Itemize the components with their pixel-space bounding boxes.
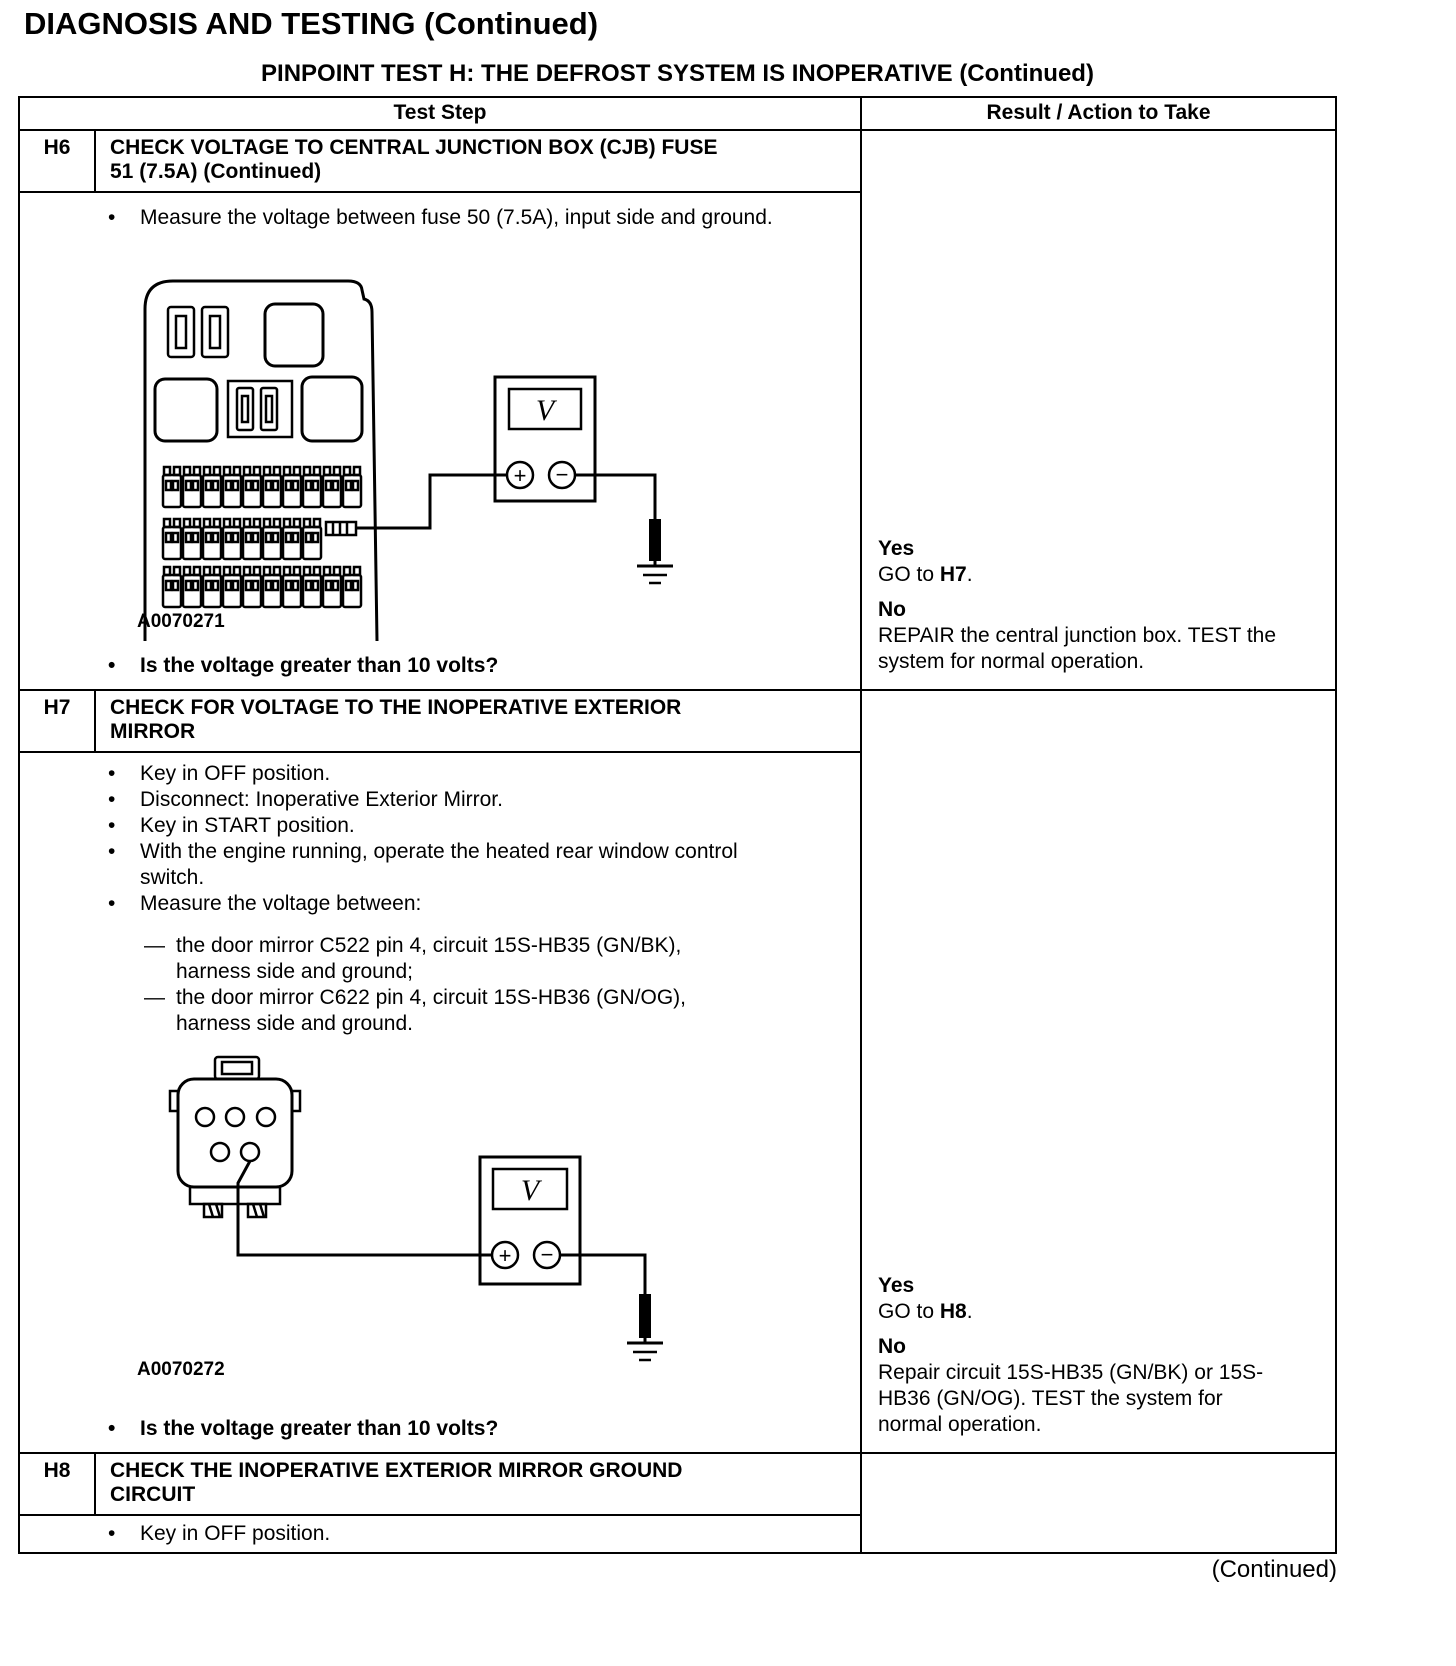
result-cell-h7: [862, 691, 1335, 1452]
instruction-bullet: • Key in START position.: [108, 814, 355, 837]
instruction-bullet: • Key in OFF position.: [108, 1522, 331, 1545]
instruction-bullet: • With the engine running, operate the heated rear window control switch.: [108, 840, 738, 889]
voltmeter-v-label: V: [520, 1174, 540, 1207]
figure-label: A0070271: [137, 611, 225, 632]
dash-glyph: —: [144, 934, 165, 957]
instruction-bullet: • Measure the voltage between:: [108, 892, 422, 915]
yes-label: Yes: [878, 1274, 915, 1297]
column-header-result: Result / Action to Take: [986, 101, 1211, 124]
section-subtitle: PINPOINT TEST H: THE DEFROST SYSTEM IS INOPERATIVE (Continued): [261, 60, 1094, 87]
instruction-bullet: • Disconnect: Inoperative Exterior Mirror.: [108, 788, 503, 811]
test-step-cell-h6: [20, 131, 862, 689]
minus-terminal-label: −: [540, 1242, 554, 1267]
step-title: CHECK FOR VOLTAGE TO THE INOPERATIVE EXTERIOR MIRROR: [110, 696, 682, 743]
bullet-glyph: •: [108, 1522, 116, 1545]
result-cell-h6: [862, 131, 1335, 689]
step-header-h6: [20, 131, 860, 193]
yes-label: Yes: [878, 537, 915, 560]
ground-symbol-icon: [637, 519, 673, 583]
bullet-glyph: •: [108, 788, 116, 811]
minus-terminal-label: −: [555, 462, 569, 487]
yes-action: GO to H8.: [878, 1300, 973, 1323]
step-id: H8: [20, 1454, 96, 1514]
table-row: [20, 1454, 1335, 1552]
plus-terminal-label: +: [513, 463, 527, 488]
wire: [238, 1161, 645, 1296]
bullet-glyph: •: [108, 654, 116, 677]
no-label: No: [878, 598, 906, 621]
pinpoint-test-table: [18, 96, 1337, 1554]
bullet-glyph: •: [108, 814, 116, 837]
measurement-item: — the door mirror C622 pin 4, circuit 15S-HB36 (GN/OG), harness side and ground.: [144, 986, 687, 1035]
fuse-box: [145, 281, 377, 641]
result-cell-h8: [862, 1454, 1335, 1552]
measurement-list: [20, 917, 860, 1037]
no-action: REPAIR the central junction box. TEST the system for normal operation.: [878, 624, 1277, 673]
plus-terminal-label: +: [498, 1243, 512, 1268]
no-label: No: [878, 1335, 906, 1358]
column-header-test-step: Test Step: [20, 98, 862, 129]
bullet-glyph: •: [108, 206, 116, 229]
step-body-h6: [20, 193, 860, 689]
step-question: • Is the voltage greater than 10 volts?: [108, 654, 499, 677]
step-body-h8: [20, 1516, 860, 1552]
measurement-item: — the door mirror C522 pin 4, circuit 15S-HB35 (GN/BK), harness side and ground;: [144, 934, 682, 983]
step-id: H6: [20, 131, 96, 191]
voltmeter-v-label: V: [535, 394, 555, 427]
step-title: CHECK VOLTAGE TO CENTRAL JUNCTION BOX (CJB) FUSE 51 (7.5A) (Continued): [110, 136, 718, 183]
step-body-h7: [20, 753, 860, 1452]
no-action: Repair circuit 15S-HB35 (GN/BK) or 15S-HB36 (GN/OG). TEST the system for normal operation.: [878, 1361, 1264, 1436]
voltmeter-icon: [495, 377, 595, 501]
ground-symbol-icon: [627, 1294, 663, 1360]
table-row: [20, 131, 1335, 691]
instruction-list: [20, 753, 860, 917]
bullet-glyph: •: [108, 762, 116, 785]
voltmeter-icon: [480, 1157, 580, 1284]
yes-action: GO to H7.: [878, 563, 973, 586]
instruction-list: [20, 1516, 860, 1547]
dash-glyph: —: [144, 986, 165, 1009]
bullet-glyph: •: [108, 1417, 116, 1440]
step-question: • Is the voltage greater than 10 volts?: [108, 1417, 499, 1440]
fuse-box-voltmeter-diagram: [120, 269, 820, 641]
instruction-bullet: • Measure the voltage between fuse 50 (7.5A), input side and ground.: [108, 206, 773, 229]
figure-label: A0070272: [137, 1359, 225, 1380]
test-lead-tap: [326, 522, 356, 535]
table-row: [20, 691, 1335, 1454]
test-step-cell-h7: [20, 691, 862, 1452]
instruction-bullet: • Key in OFF position.: [108, 762, 331, 785]
test-step-cell-h8: [20, 1454, 862, 1552]
bullet-glyph: •: [108, 892, 116, 915]
page-title: DIAGNOSIS AND TESTING (Continued): [24, 6, 599, 41]
step-header-h8: [20, 1454, 860, 1516]
step-title: CHECK THE INOPERATIVE EXTERIOR MIRROR GROUND CIRCUIT: [110, 1459, 683, 1506]
instruction-list: [20, 193, 860, 231]
mirror-connector-voltmeter-diagram: [120, 1053, 820, 1393]
table-header-row: [20, 98, 1335, 131]
mirror-connector: [170, 1057, 300, 1217]
bullet-glyph: •: [108, 840, 116, 863]
step-header-h7: [20, 691, 860, 753]
page-continued-note: (Continued): [1211, 1556, 1337, 1583]
step-id: H7: [20, 691, 96, 751]
